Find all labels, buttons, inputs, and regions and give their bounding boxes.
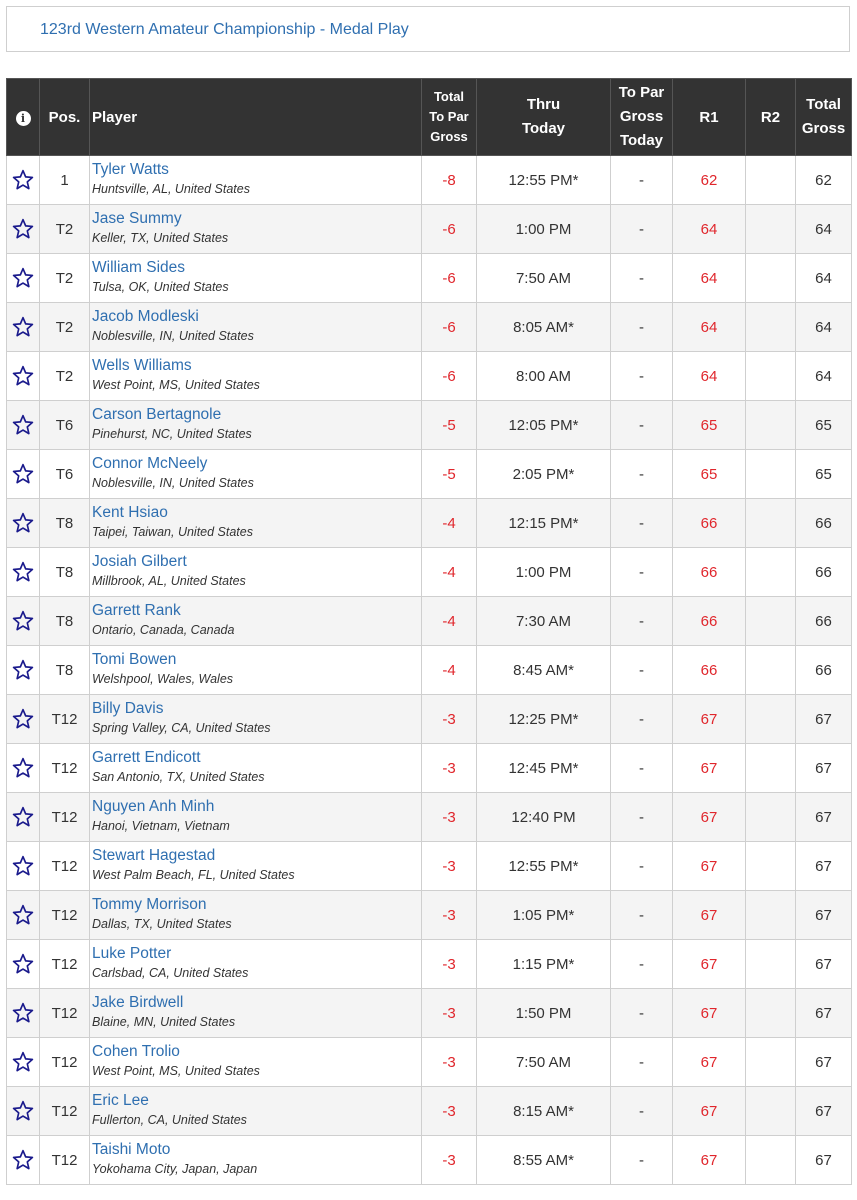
r2-header[interactable]: R2 [746,79,796,156]
player-cell [90,646,422,695]
position-cell: T12 [40,1087,90,1136]
leaderboard-body [7,156,852,1185]
position-cell: T8 [40,499,90,548]
player-name-link[interactable]: Jase Summy [92,210,182,227]
player-cell [90,695,422,744]
thru-today-cell: 1:05 PM* [477,891,611,940]
player-location: Ontario, Canada, Canada [92,623,235,637]
r1-cell: 66 [673,499,746,548]
total-to-par-cell: -3 [422,891,477,940]
info-icon[interactable]: i [16,111,31,126]
player-name-link[interactable]: William Sides [92,259,186,276]
thru-today-cell: 12:05 PM* [477,401,611,450]
total-gross-cell: 64 [796,254,852,303]
position-cell: T8 [40,646,90,695]
position-cell: T12 [40,695,90,744]
player-location: Keller, TX, United States [92,231,229,245]
star-icon[interactable] [7,561,39,583]
to-par-today-cell: - [611,793,673,842]
total-gross-cell: 66 [796,499,852,548]
r2-cell [746,499,796,548]
total-to-par-cell: -4 [422,646,477,695]
r1-cell: 64 [673,352,746,401]
table-row [7,989,852,1038]
player-name-link[interactable]: Tomi Bowen [92,651,177,668]
star-icon[interactable] [7,463,39,485]
table-row [7,450,852,499]
r2-cell [746,597,796,646]
total-gross-cell: 67 [796,989,852,1038]
total-to-par-cell: -3 [422,989,477,1038]
player-name-link[interactable]: Stewart Hagestad [92,847,216,864]
to-par-today-cell: - [611,1038,673,1087]
player-name-link[interactable]: Jacob Modleski [92,308,199,325]
player-cell [90,254,422,303]
thru-today-cell: 12:45 PM* [477,744,611,793]
table-row [7,254,852,303]
r2-cell [746,1087,796,1136]
player-location: San Antonio, TX, United States [92,770,265,784]
r2-cell [746,450,796,499]
favorite-star-cell[interactable] [7,1087,40,1136]
total-to-par-cell: -6 [422,254,477,303]
player-location: Spring Valley, CA, United States [92,721,271,735]
position-cell: T12 [40,744,90,793]
r2-cell [746,401,796,450]
player-name-link[interactable]: Connor McNeely [92,455,208,472]
r1-cell: 67 [673,744,746,793]
player-cell [90,352,422,401]
favorite-star-cell[interactable] [7,842,40,891]
thru-today-cell: 8:55 AM* [477,1136,611,1185]
total-gross-cell: 64 [796,352,852,401]
to-par-today-cell: - [611,1136,673,1185]
total-to-par-cell: -4 [422,548,477,597]
total-gross-cell: 62 [796,156,852,205]
r2-cell [746,646,796,695]
favorite-star-cell[interactable] [7,891,40,940]
player-location: Yokohama City, Japan, Japan [92,1162,258,1176]
thru-today-cell: 12:40 PM [477,793,611,842]
total-to-par-cell: -6 [422,352,477,401]
player-name-link[interactable]: Garrett Rank [92,602,181,619]
star-icon[interactable] [7,904,39,926]
table-row [7,940,852,989]
table-row [7,1038,852,1087]
to-par-today-cell: - [611,450,673,499]
table-row [7,548,852,597]
total-to-par-gross-header[interactable] [422,79,477,156]
total-gross-cell: 67 [796,891,852,940]
r2-cell [746,254,796,303]
position-cell: T2 [40,254,90,303]
total-to-par-cell: -3 [422,1136,477,1185]
player-cell [90,303,422,352]
star-icon[interactable] [7,414,39,436]
table-row [7,597,852,646]
total-to-par-cell: -4 [422,499,477,548]
player-name-link[interactable]: Kent Hsiao [92,504,168,521]
star-icon[interactable] [7,1149,39,1171]
star-icon[interactable] [7,610,39,632]
star-icon[interactable] [7,218,39,240]
favorite-star-cell[interactable] [7,548,40,597]
total-gross-cell: 66 [796,548,852,597]
player-name-link[interactable]: Cohen Trolio [92,1043,180,1060]
table-row [7,1087,852,1136]
position-cell: T12 [40,842,90,891]
to-par-today-cell: - [611,303,673,352]
r2-cell [746,793,796,842]
thru-today-cell: 12:55 PM* [477,842,611,891]
player-name-link[interactable]: Garrett Endicott [92,749,201,766]
table-row [7,401,852,450]
to-par-today-cell: - [611,1087,673,1136]
r2-cell [746,156,796,205]
position-cell: T2 [40,205,90,254]
total-gross-cell: 67 [796,793,852,842]
r1-cell: 67 [673,891,746,940]
favorite-star-cell[interactable] [7,499,40,548]
pos-header[interactable]: Pos. [40,79,90,156]
favorite-star-cell[interactable] [7,352,40,401]
thru-today-cell: 8:45 AM* [477,646,611,695]
thru-today-cell: 12:25 PM* [477,695,611,744]
thru-today-cell: 12:55 PM* [477,156,611,205]
to-par-today-cell: - [611,156,673,205]
player-name-link[interactable]: Josiah Gilbert [92,553,187,570]
player-cell [90,891,422,940]
total-gross-cell: 66 [796,597,852,646]
r1-cell: 64 [673,205,746,254]
favorite-star-cell[interactable] [7,695,40,744]
player-cell [90,744,422,793]
r1-cell: 66 [673,548,746,597]
position-cell: T6 [40,450,90,499]
player-name-link[interactable]: Jake Birdwell [92,994,184,1011]
player-name-link[interactable]: Nguyen Anh Minh [92,798,215,815]
total-to-par-cell: -3 [422,842,477,891]
position-cell: T2 [40,303,90,352]
r1-cell: 67 [673,695,746,744]
favorite-star-cell[interactable] [7,303,40,352]
player-cell [90,842,422,891]
total-to-par-cell: -3 [422,793,477,842]
favorite-star-cell[interactable] [7,401,40,450]
table-row [7,695,852,744]
table-row [7,352,852,401]
star-icon[interactable] [7,1002,39,1024]
r1-cell: 66 [673,597,746,646]
favorite-star-cell[interactable] [7,1136,40,1185]
thru-today-cell: 1:15 PM* [477,940,611,989]
favorite-star-cell[interactable] [7,989,40,1038]
total-gross-cell: 65 [796,450,852,499]
r2-cell [746,205,796,254]
player-name-link[interactable]: Wells Williams [92,357,192,374]
total-to-par-cell: -8 [422,156,477,205]
player-location: Taipei, Taiwan, United States [92,525,253,539]
r2-cell [746,891,796,940]
table-row [7,303,852,352]
r1-cell: 62 [673,156,746,205]
to-par-today-cell: - [611,401,673,450]
total-gross-cell: 67 [796,744,852,793]
player-location: Noblesville, IN, United States [92,329,254,343]
thru-today-cell: 2:05 PM* [477,450,611,499]
player-cell [90,597,422,646]
r1-header[interactable]: R1 [673,79,746,156]
player-location: West Point, MS, United States [92,1064,260,1078]
tournament-title-box [6,6,850,52]
to-par-today-cell: - [611,548,673,597]
to-par-today-cell: - [611,205,673,254]
player-location: Noblesville, IN, United States [92,476,254,490]
total-to-par-cell: -5 [422,401,477,450]
r2-cell [746,744,796,793]
player-location: Dallas, TX, United States [92,917,232,931]
total-gross-cell: 67 [796,695,852,744]
r1-cell: 65 [673,401,746,450]
position-cell: T12 [40,891,90,940]
position-cell: T2 [40,352,90,401]
total-gross-cell: 67 [796,1136,852,1185]
leaderboard-table [6,78,852,1185]
star-icon[interactable] [7,512,39,534]
to-par-gross-today-header[interactable] [611,79,673,156]
player-name-link[interactable]: Tyler Watts [92,161,169,178]
star-icon[interactable] [7,267,39,289]
player-name-link[interactable]: Tommy Morrison [92,896,207,913]
r1-cell: 67 [673,1136,746,1185]
star-icon[interactable] [7,953,39,975]
total-gross-cell: 64 [796,303,852,352]
to-par-today-cell: - [611,891,673,940]
star-icon[interactable] [7,855,39,877]
total-gross-cell: 66 [796,646,852,695]
thru-today-cell: 8:15 AM* [477,1087,611,1136]
r1-cell: 64 [673,254,746,303]
total-to-par-cell: -3 [422,744,477,793]
position-cell: T6 [40,401,90,450]
player-location: Pinehurst, NC, United States [92,427,252,441]
to-par-today-cell: - [611,597,673,646]
player-cell [90,1087,422,1136]
to-par-today-cell: - [611,744,673,793]
to-par-today-cell: - [611,695,673,744]
info-header[interactable] [7,79,40,156]
star-icon[interactable] [7,316,39,338]
header-line: Thru [526,96,561,113]
player-location: Blaine, MN, United States [92,1015,236,1029]
total-gross-cell: 67 [796,1038,852,1087]
r2-cell [746,989,796,1038]
total-gross-cell: 67 [796,1087,852,1136]
total-to-par-cell: -6 [422,205,477,254]
player-location: Tulsa, OK, United States [92,280,229,294]
total-to-par-cell: -3 [422,1087,477,1136]
table-row [7,842,852,891]
r2-cell [746,940,796,989]
total-gross-cell: 64 [796,205,852,254]
r2-cell [746,548,796,597]
r2-cell [746,1038,796,1087]
thru-today-cell: 1:00 PM [477,205,611,254]
star-icon[interactable] [7,806,39,828]
header-line: Total [806,96,841,113]
favorite-star-cell[interactable] [7,1038,40,1087]
thru-today-cell: 7:50 AM [477,254,611,303]
r1-cell: 64 [673,303,746,352]
total-gross-header[interactable] [796,79,852,156]
star-icon[interactable] [7,365,39,387]
thru-today-cell: 7:30 AM [477,597,611,646]
player-cell [90,499,422,548]
table-row [7,499,852,548]
header-line: Today [619,132,664,149]
thru-today-cell: 8:00 AM [477,352,611,401]
player-cell [90,793,422,842]
player-location: Welshpool, Wales, Wales [92,672,234,686]
to-par-today-cell: - [611,646,673,695]
star-icon[interactable] [7,659,39,681]
header-line: To Par [429,109,469,124]
player-cell [90,156,422,205]
favorite-star-cell[interactable] [7,205,40,254]
header-line: Today [521,120,566,137]
header-row [7,79,852,156]
favorite-star-cell[interactable] [7,744,40,793]
total-gross-cell: 67 [796,940,852,989]
total-gross-cell: 65 [796,401,852,450]
total-to-par-cell: -5 [422,450,477,499]
position-cell: T12 [40,1136,90,1185]
r2-cell [746,352,796,401]
player-location: Millbrook, AL, United States [92,574,246,588]
position-cell: T8 [40,548,90,597]
favorite-star-cell[interactable] [7,793,40,842]
favorite-star-cell[interactable] [7,597,40,646]
player-cell [90,940,422,989]
header-line: Total [433,89,465,104]
header-line: Gross [801,120,846,137]
player-cell [90,1136,422,1185]
total-gross-cell: 67 [796,842,852,891]
position-cell: 1 [40,156,90,205]
player-location: Huntsville, AL, United States [92,182,250,196]
star-icon[interactable] [7,1100,39,1122]
to-par-today-cell: - [611,842,673,891]
r2-cell [746,303,796,352]
star-icon[interactable] [7,1051,39,1073]
r2-cell [746,842,796,891]
position-cell: T8 [40,597,90,646]
player-name-link[interactable]: Luke Potter [92,945,172,962]
thru-today-cell: 12:15 PM* [477,499,611,548]
total-to-par-cell: -3 [422,1038,477,1087]
table-row [7,744,852,793]
thru-today-cell: 1:00 PM [477,548,611,597]
star-icon[interactable] [7,169,39,191]
favorite-star-cell[interactable] [7,254,40,303]
total-to-par-cell: -3 [422,940,477,989]
tournament-title[interactable]: 123rd Western Amateur Championship - Medal Play [40,21,409,38]
star-icon[interactable] [7,757,39,779]
player-location: West Palm Beach, FL, United States [92,868,295,882]
r1-cell: 65 [673,450,746,499]
total-to-par-cell: -6 [422,303,477,352]
player-location: West Point, MS, United States [92,378,260,392]
table-row [7,891,852,940]
r1-cell: 67 [673,940,746,989]
header-line: To Par [618,84,665,101]
header-line: Gross [619,108,664,125]
r1-cell: 67 [673,842,746,891]
table-row [7,156,852,205]
player-cell [90,989,422,1038]
r1-cell: 67 [673,793,746,842]
r1-cell: 67 [673,989,746,1038]
table-row [7,1136,852,1185]
favorite-star-cell[interactable] [7,646,40,695]
player-cell [90,401,422,450]
player-location: Carlsbad, CA, United States [92,966,249,980]
player-location: Fullerton, CA, United States [92,1113,247,1127]
player-cell [90,548,422,597]
r2-cell [746,1136,796,1185]
player-cell [90,205,422,254]
player-name-link[interactable]: Taishi Moto [92,1141,171,1158]
thru-today-cell: 7:50 AM [477,1038,611,1087]
favorite-star-cell[interactable] [7,156,40,205]
total-to-par-cell: -4 [422,597,477,646]
total-to-par-cell: -3 [422,695,477,744]
position-cell: T12 [40,793,90,842]
position-cell: T12 [40,1038,90,1087]
position-cell: T12 [40,989,90,1038]
r1-cell: 66 [673,646,746,695]
thru-today-header[interactable] [477,79,611,156]
player-cell [90,450,422,499]
to-par-today-cell: - [611,352,673,401]
to-par-today-cell: - [611,940,673,989]
player-cell [90,1038,422,1087]
r1-cell: 67 [673,1038,746,1087]
player-name-link[interactable]: Eric Lee [92,1092,149,1109]
position-cell: T12 [40,940,90,989]
to-par-today-cell: - [611,254,673,303]
player-location: Hanoi, Vietnam, Vietnam [92,819,230,833]
to-par-today-cell: - [611,499,673,548]
favorite-star-cell[interactable] [7,940,40,989]
player-name-link[interactable]: Billy Davis [92,700,164,717]
header-line: Gross [430,129,468,144]
to-par-today-cell: - [611,989,673,1038]
r1-cell: 67 [673,1087,746,1136]
star-icon[interactable] [7,708,39,730]
player-header[interactable]: Player [90,79,422,156]
table-row [7,205,852,254]
player-name-link[interactable]: Carson Bertagnole [92,406,222,423]
thru-today-cell: 8:05 AM* [477,303,611,352]
table-row [7,646,852,695]
thru-today-cell: 1:50 PM [477,989,611,1038]
r2-cell [746,695,796,744]
favorite-star-cell[interactable] [7,450,40,499]
table-row [7,793,852,842]
